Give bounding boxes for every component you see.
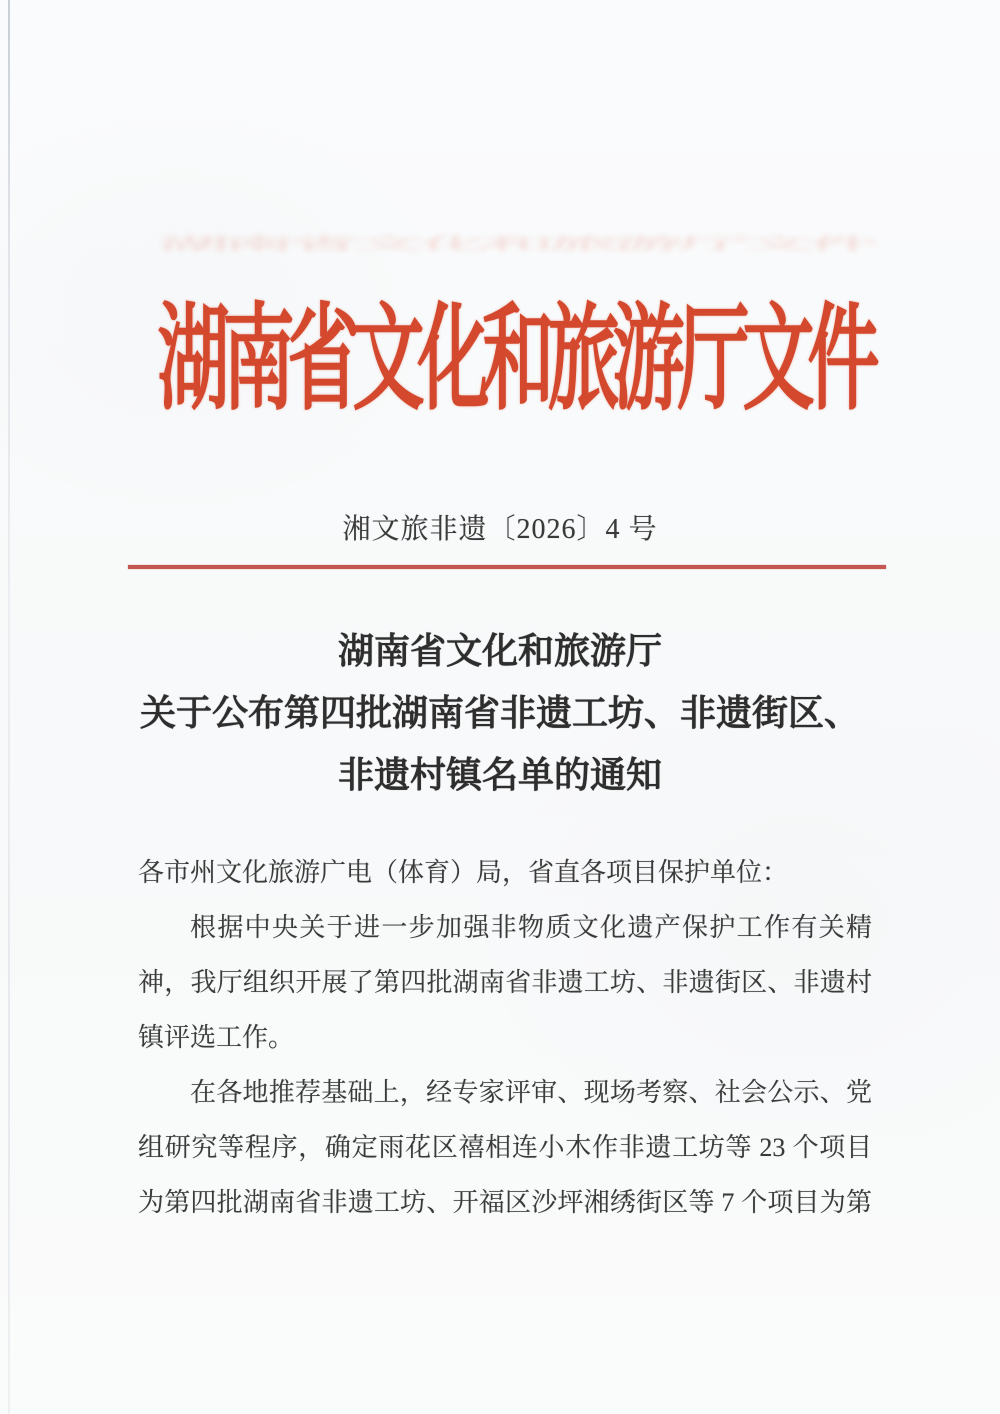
masthead-title (0, 296, 1000, 424)
body-line-salutation: 各市州文化旅游广电（体育）局，省直各项目保护单位： (138, 858, 789, 887)
document-title-line: 关于公布第四批湖南省非遗工坊、非遗街区、 (139, 693, 860, 733)
body-line: 为第四批湖南省非遗工坊、开福区沙坪湘绣街区等 7 个项目为第 (138, 1188, 872, 1217)
masthead-ghost-artifact: 湖南省文化和旅游厅文件 (157, 235, 873, 253)
document-number: 湘文旅非遗〔2026〕4 号 (342, 514, 658, 545)
red-separator-rule (128, 565, 886, 569)
body-line: 组研究等程序，确定雨花区禧相连小木作非遗工坊等 23 个项目 (138, 1133, 872, 1162)
body-line: 在各地推荐基础上，经专家评审、现场考察、社会公示、党 (190, 1078, 872, 1107)
body-line: 镇评选工作。 (138, 1023, 295, 1052)
scan-edge-line (8, 0, 10, 1414)
document-title (130, 620, 870, 806)
body-line: 根据中央关于进一步加强非物质文化遗产保护工作有关精 (190, 913, 872, 942)
document-title-line: 湖南省文化和旅游厅 (337, 631, 662, 671)
document-title-line: 非遗村镇名单的通知 (337, 755, 662, 795)
masthead-title-text: 湖南省文化和旅游厅文件 (157, 296, 873, 424)
body-text (138, 845, 872, 1230)
body-line: 神，我厅组织开展了第四批湖南省非遗工坊、非遗街区、非遗村 (138, 968, 872, 997)
